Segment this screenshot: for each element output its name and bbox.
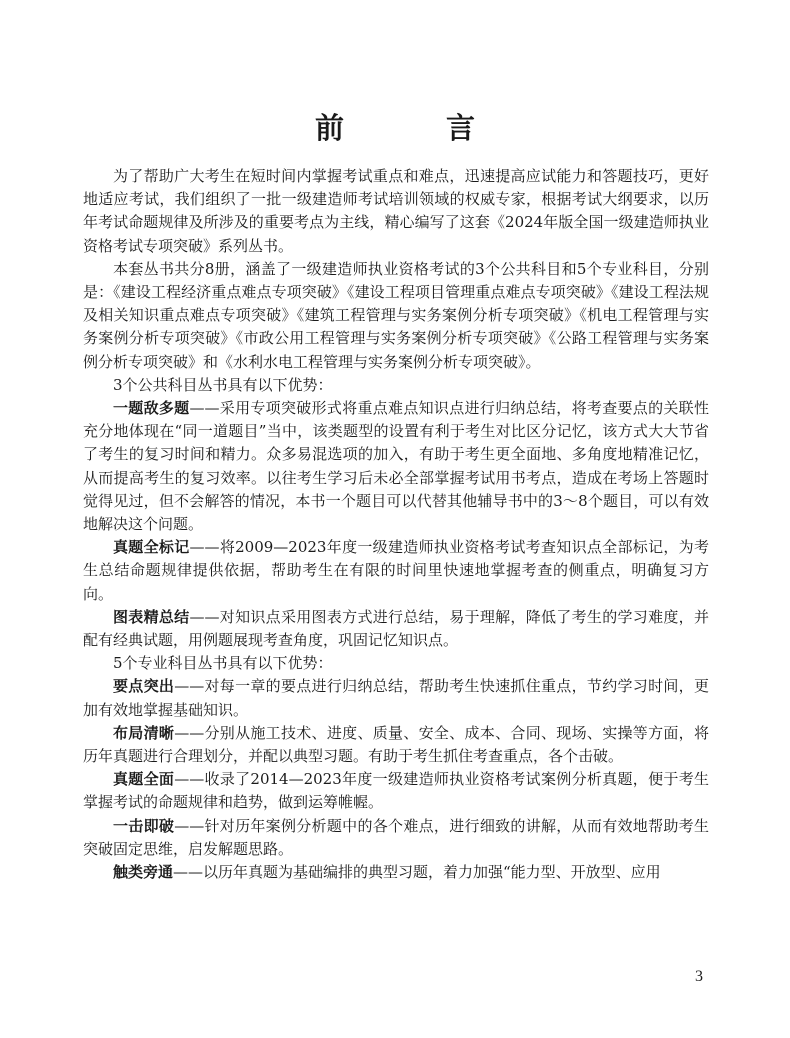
paragraph-lead: 一击即破 (113, 816, 175, 835)
paragraph-text: 5个专业科目丛书具有以下优势： (113, 654, 333, 673)
paragraph-text: ——采用专项突破形式将重点难点知识点进行归纳总结，将考查要点的关联性充分地体现在“同一道题目”当中，该类题型的设置有利于考生对比区分记忆，该方式大大节省了考生的复习时间和精力。众多易混选项的加入，有助于考生更全面地、多角度地精准记忆，从而提高考生的复习效率。以往考生学习后未必全部掌握考试用书考点，造成在考场上答题时觉得见过，但不会解答的情况，本书一个题目可以代替其他辅导书中的3～8个题目，可以有效地解决这个问题。 (83, 399, 709, 534)
paragraph (83, 861, 709, 884)
paragraph-text: ——收录了2014—2023年度一级建造师执业资格考试案例分析真题，便于考生掌握考试的命题规律和趋势，做到运筹帷幄。 (83, 770, 709, 812)
paragraph (83, 722, 709, 768)
paragraph-lead: 图表精总结 (113, 607, 190, 626)
paragraph-lead: 布局清晰 (113, 723, 175, 742)
paragraph-text: 本套丛书共分8册，涵盖了一级建造师执业资格考试的3个公共科目和5个专业科目，分别是：《建设工程经济重点难点专项突破》《建设工程项目管理重点难点专项突破》《建设工程法规及相关知识重点难点专项突破》《建筑工程管理与实务案例分析专项突破》《机电工程管理与实务案例分析专项突破》《市政公用工程管理与实务案例分析专项突破》《公路工程管理与实务案例分析专项突破》和《水利水电工程管理与实务案例分析专项突破》。 (83, 259, 709, 371)
paragraph-text: ——对知识点采用图表方式进行总结，易于理解，降低了考生的学习难度，并配有经典试题，用例题展现考查角度，巩固记忆知识点。 (83, 607, 709, 650)
paragraph-lead: 真题全面 (113, 770, 175, 789)
paragraph (83, 606, 709, 652)
paragraph-lead: 真题全标记 (113, 538, 190, 557)
paragraph-text: ——对每一章的要点进行归纳总结，帮助考生快速抓住重点，节约学习时间，更加有效地掌握基础知识。 (83, 677, 709, 719)
paragraph (83, 258, 709, 374)
page-number: 3 (695, 968, 703, 985)
paragraph-text: ——以历年真题为基础编排的典型习题，着力加强“能力型、开放型、应用 (173, 863, 661, 882)
paragraph (83, 652, 709, 675)
paragraph (83, 768, 709, 814)
paragraph (83, 536, 709, 606)
paragraph-lead: 一题敌多题 (113, 399, 190, 418)
paragraph (83, 397, 709, 536)
paragraph-text: ——分别从施工技术、进度、质量、安全、成本、合同、现场、实操等方面，将历年真题进行合理划分，并配以典型习题。有助于考生抓住考查重点，各个击破。 (83, 723, 709, 766)
paragraph-text: 3个公共科目丛书具有以下优势： (113, 375, 333, 394)
paragraph-lead: 触类旁通 (113, 863, 174, 882)
paragraph-text: 为了帮助广大考生在短时间内掌握考试重点和难点，迅速提高应试能力和答题技巧，更好地适应考试，我们组织了一批一级建造师考试培训领域的权威专家，根据考试大纲要求，以历年考试命题规律及所涉及的重要考点为主线，精心编写了这套《2024年版全国一级建造师执业资格考试专项突破》系列丛书。 (83, 167, 709, 255)
paragraph (83, 675, 709, 721)
paragraph (83, 374, 709, 397)
paragraph-text: ——将2009—2023年度一级建造师执业资格考试考查知识点全部标记，为考生总结命题规律提供依据，帮助考生在有限的时间里快速地掌握考查的侧重点，明确复习方向。 (83, 538, 709, 603)
paragraph-lead: 要点突出 (113, 677, 175, 696)
body-text (83, 165, 709, 884)
paragraph-text: ——针对历年案例分析题中的各个难点，进行细致的讲解，从而有效地帮助考生突破固定思维，启发解题思路。 (83, 816, 709, 858)
paragraph (83, 165, 709, 258)
paragraph (83, 815, 709, 861)
page-title: 前 言 (314, 111, 522, 145)
